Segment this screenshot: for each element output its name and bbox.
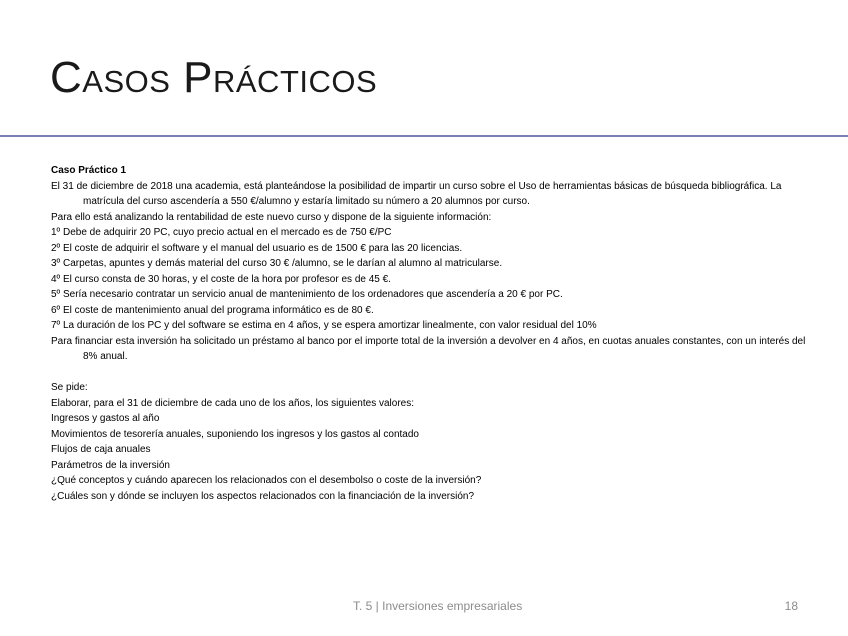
question-item: Parámetros de la inversión bbox=[51, 459, 170, 471]
question-item: Elaborar, para el 31 de diciembre de cada uno de los años, los siguientes valores: bbox=[51, 397, 415, 409]
info-item: 1º Debe de adquirir 20 PC, cuyo precio actual en el mercado es de 750 €/PC bbox=[51, 227, 392, 238]
spacer bbox=[51, 365, 811, 381]
question-item: Flujos de caja anuales bbox=[51, 444, 151, 455]
question-item: ¿Cuáles son y dónde se incluyen los aspectos relacionados con la financiación de la inversión? bbox=[51, 490, 475, 502]
se-pide-label: Se pide: bbox=[51, 382, 88, 393]
case-heading: Caso Práctico 1 bbox=[51, 165, 127, 176]
info-item: 5º Sería necesario contratar un servicio anual de mantenimiento de los ordenadores que ascendería a 20 € por PC. bbox=[51, 289, 563, 300]
title-divider bbox=[0, 135, 848, 137]
info-item: 4º El curso consta de 30 horas, y el coste de la hora por profesor es de 45 €. bbox=[51, 273, 391, 285]
question-item: ¿Qué conceptos y cuándo aparecen los relacionados con el desembolso o coste de la inversión? bbox=[51, 475, 482, 486]
question-item: Ingresos y gastos al año bbox=[51, 413, 160, 424]
slide-body bbox=[51, 163, 811, 504]
info-item: 7º La duración de los PC y del software se estima en 4 años, y se espera amortizar linealmente, con valor residual del 10% bbox=[51, 320, 597, 331]
footer-caption: T. 5 | Inversiones empresariales bbox=[353, 599, 523, 613]
question-item: Movimientos de tesorería anuales, suponiendo los ingresos y los gastos al contado bbox=[51, 428, 419, 440]
case-intro: El 31 de diciembre de 2018 una academia, está planteándose la posibilidad de impartir un curso sobre el Uso de herramientas básicas de búsqueda bibliográfica. La matrícula del curso ascendería a 550 €/alumno y estaría limitado su número a 20 alumnos por curso. bbox=[51, 180, 782, 207]
slide-title: Casos Prácticos bbox=[50, 53, 378, 102]
financing-text: Para financiar esta inversión ha solicitado un préstamo al banco por el importe total de la inversión a devolver en 4 años, en cuotas anuales constantes, con un interés del 8% anual. bbox=[51, 335, 806, 362]
info-intro: Para ello está analizando la rentabilidad de este nuevo curso y dispone de la siguiente información: bbox=[51, 211, 492, 223]
page-number: 18 bbox=[784, 599, 798, 613]
info-item: 2º El coste de adquirir el software y el manual del usuario es de 1500 € para las 20 licencias. bbox=[51, 242, 463, 254]
info-item: 6º El coste de mantenimiento anual del programa informático es de 80 €. bbox=[51, 304, 374, 316]
info-item: 3º Carpetas, apuntes y demás material del curso 30 € /alumno, se le darían al alumno al matricularse. bbox=[51, 258, 503, 269]
